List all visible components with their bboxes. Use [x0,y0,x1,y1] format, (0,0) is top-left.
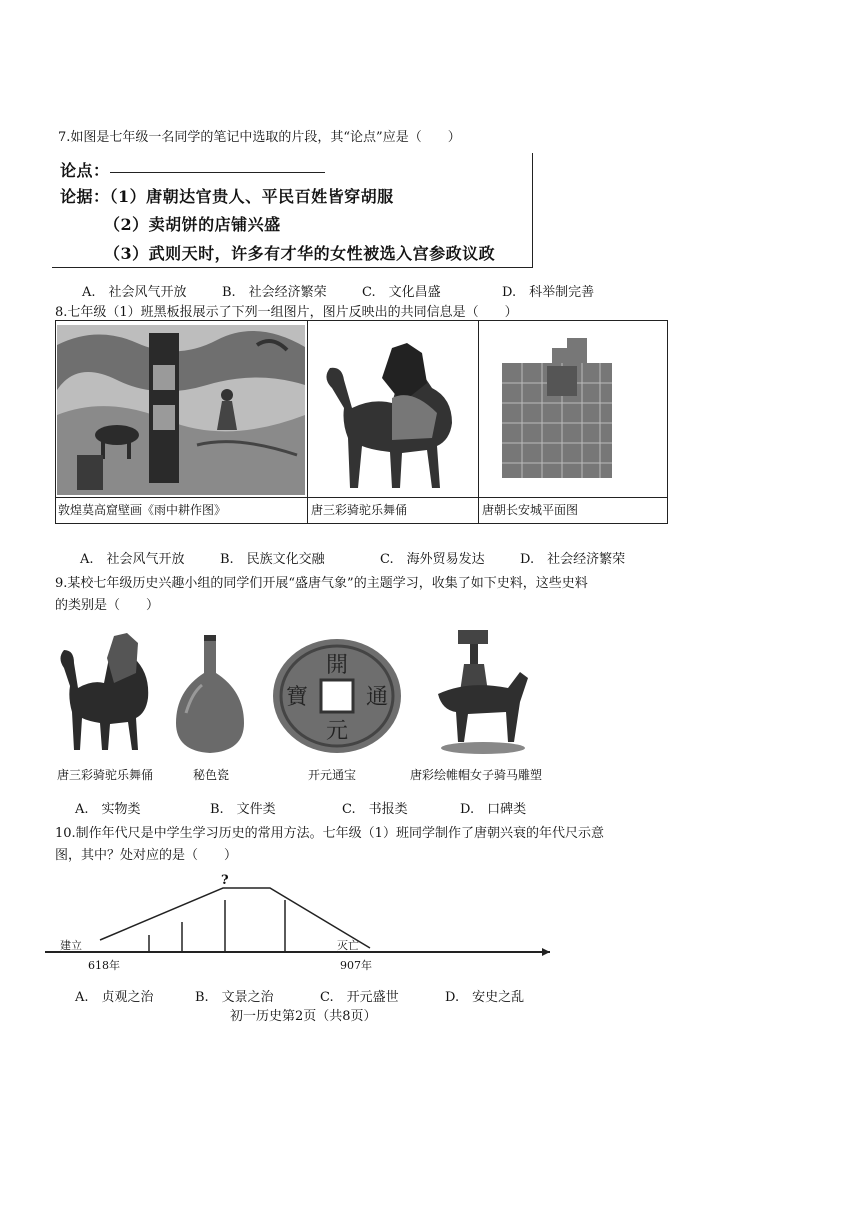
q8-option-d: D. 社会经济繁荣 [520,552,626,567]
q9-caption-vase: 秘色瓷 [193,768,230,782]
q9-stem-line2: 的类别是（ ） [55,598,160,613]
timeline-question-mark: ? [221,873,229,888]
q7-stem: 7.如图是七年级一名同学的笔记中选取的片段，其“论点”应是（ ） [58,130,461,145]
camel-figurine-image [312,328,474,494]
q7-lundian-label: 论点： [60,161,110,180]
q10-option-c: C. 开元盛世 [320,990,399,1005]
q7-lunju-1: 论据：（1）唐朝达官贵人、平民百姓皆穿胡服 [60,187,394,206]
q7-option-a: A. 社会风气开放 [82,285,187,300]
horse-rider-figurine-image [428,622,532,757]
q8-caption-mural: 敦煌莫高窟壁画《雨中耕作图》 [58,503,227,517]
q7-lunju-2: （2）卖胡饼的店铺兴盛 [104,215,281,234]
q9-option-d: D. 口碑类 [460,802,527,817]
q8-caption-camel: 唐三彩骑驼乐舞俑 [311,503,408,517]
coin-char-right: 通 [365,685,389,710]
q9-caption-horse-rider: 唐彩绘帷帽女子骑马雕塑 [410,768,543,782]
q7-option-b: B. 社会经济繁荣 [222,285,327,300]
q9-option-b: B. 文件类 [210,802,276,817]
tang-dynasty-timeline [45,870,555,970]
q7-option-d: D. 科举制完善 [502,285,595,300]
mural-painting-image [57,325,305,495]
timeline-label-founded: 建立 [60,939,82,952]
q10-option-d: D. 安史之乱 [445,990,525,1005]
q10-stem-line2: 图，其中？处对应的是（ ） [55,848,238,863]
q8-option-b: B. 民族文化交融 [220,552,325,567]
q9-option-a: A. 实物类 [75,802,141,817]
changan-city-plan-image [492,328,622,494]
q10-stem-line1: 10.制作年代尺是中学生学习历史的常用方法。七年级（1）班同学制作了唐朝兴衰的年代尺示意 [55,826,604,841]
q8-divider-1 [307,320,308,524]
q8-caption-city-plan: 唐朝长安城平面图 [482,503,579,517]
q10-option-b: B. 文景之治 [195,990,274,1005]
timeline-label-fall: 灭亡 [337,939,359,952]
q8-stem: 8.七年级（1）班黑板报展示了下列一组图片，图片反映出的共同信息是（ ） [55,305,518,320]
q10-option-a: A. 贞观之治 [75,990,154,1005]
q8-caption-line [55,497,668,498]
q8-option-a: A. 社会风气开放 [80,552,185,567]
page-footer: 初一历史第2页（共8页） [230,1009,377,1024]
q9-option-c: C. 书报类 [342,802,408,817]
coin-char-bottom: 元 [325,719,349,744]
q7-option-c: C. 文化昌盛 [362,285,441,300]
camel-figurine-small-image [52,628,157,758]
celadon-vase-image [172,633,248,755]
q7-answer-blank [110,172,325,173]
q7-lunju-3: （3）武则天时，许多有才华的女性被选入宫参政议政 [104,244,496,263]
q9-caption-camel: 唐三彩骑驼乐舞俑 [57,768,154,782]
q9-caption-coin: 开元通宝 [308,768,357,782]
q8-divider-2 [478,320,479,524]
timeline-year-618: 618年 [88,959,120,972]
kaiyuan-coin-image [270,636,405,756]
q9-stem-line1: 9.某校七年级历史兴趣小组的同学们开展“盛唐气象”的主题学习，收集了如下史料，这些史料 [55,576,588,591]
timeline-year-907: 907年 [340,959,372,972]
q8-option-c: C. 海外贸易发达 [380,552,485,567]
coin-char-left: 寶 [285,685,309,710]
coin-char-top: 開 [325,653,349,678]
